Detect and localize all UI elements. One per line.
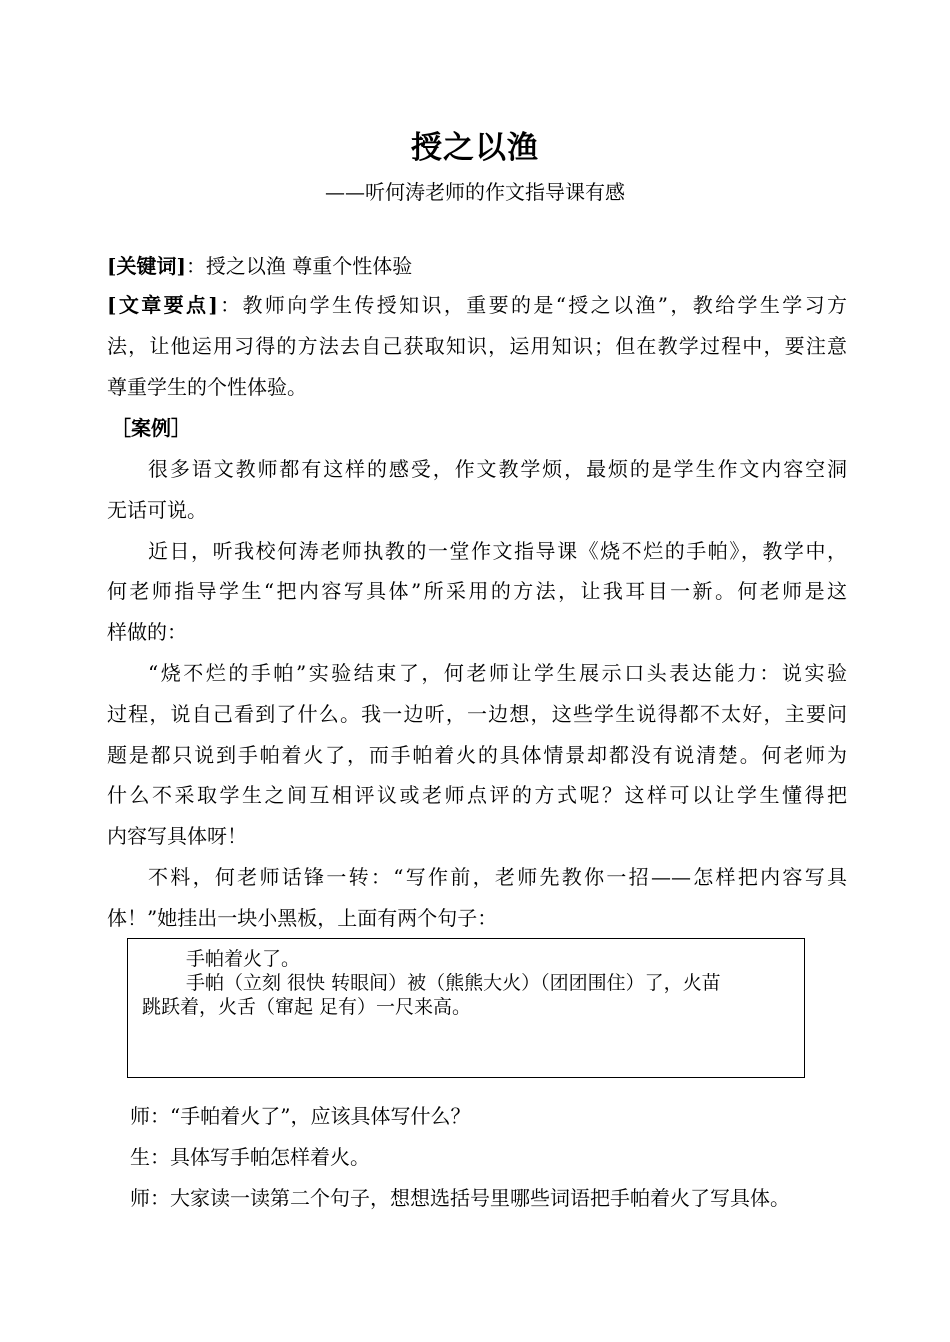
para2-line-2: 何老师指导学生“把内容写具体”所采用的方法，让我耳目一新。何老师是这 [107, 579, 847, 603]
para1-line-1: 很多语文教师都有这样的感受，作文教学烦，最烦的是学生作文内容空洞 [148, 457, 847, 481]
keywords-text: ：授之以渔 尊重个性体验 [185, 254, 413, 278]
summary-label: [文章要点] [107, 293, 218, 317]
blackboard-line-2: 手帕（立刻 很快 转眼间）被（熊熊大火）（团团围住）了，火苗 [186, 972, 721, 994]
para3-line-4: 什么不采取学生之间互相评议或老师点评的方式呢？这样可以让学生懂得把 [107, 783, 847, 807]
para4-line-1: 不料，何老师话锋一转：“写作前，老师先教你一招——怎样把内容写具 [148, 865, 847, 889]
keywords-line [107, 252, 847, 280]
summary-line-3: 尊重学生的个性体验。 [107, 375, 307, 399]
para3-line-5: 内容写具体呀！ [107, 824, 247, 848]
dialogue-line-1: 师：“手帕着火了”，应该具体写什么？ [130, 1104, 471, 1128]
summary-line-2: 法，让他运用习得的方法去自己获取知识，运用知识；但在教学过程中，要注意 [107, 334, 847, 358]
document-subtitle: ——听何涛老师的作文指导课有感 [325, 180, 625, 204]
case-label: ［案例］ [111, 416, 191, 440]
para2-line-1: 近日，听我校何涛老师执教的一堂作文指导课《烧不烂的手帕》，教学中， [148, 539, 847, 563]
para2-line-3: 样做的： [107, 620, 187, 644]
blackboard-line-3: 跳跃着，火舌（窜起 足有）一尺来高。 [142, 996, 472, 1018]
summary-text-1: ：教师向学生传授知识，重要的是“授之以渔”，教给学生学习方 [217, 293, 847, 317]
para4-line-2: 体！”她挂出一块小黑板，上面有两个句子： [107, 906, 498, 930]
keywords-label: [关键词] [107, 254, 186, 278]
document-title: 授之以渔 [411, 130, 539, 166]
para3-line-3: 题是都只说到手帕着火了，而手帕着火的具体情景却都没有说清楚。何老师为 [107, 743, 847, 767]
dialogue-line-2: 生：具体写手帕怎样着火。 [130, 1145, 370, 1169]
dialogue-line-3: 师：大家读一读第二个句子，想想选括号里哪些词语把手帕着火了写具体。 [130, 1186, 790, 1210]
para1-line-2: 无话可说。 [107, 498, 207, 522]
summary-line-1 [107, 291, 847, 319]
blackboard-box [127, 938, 805, 1078]
para3-line-2: 过程，说自己看到了什么。我一边听，一边想，这些学生说得都不太好，主要问 [107, 702, 847, 726]
blackboard-line-1: 手帕着火了。 [186, 948, 301, 970]
para3-line-1: “烧不烂的手帕”实验结束了，何老师让学生展示口头表达能力：说实验 [148, 661, 847, 685]
